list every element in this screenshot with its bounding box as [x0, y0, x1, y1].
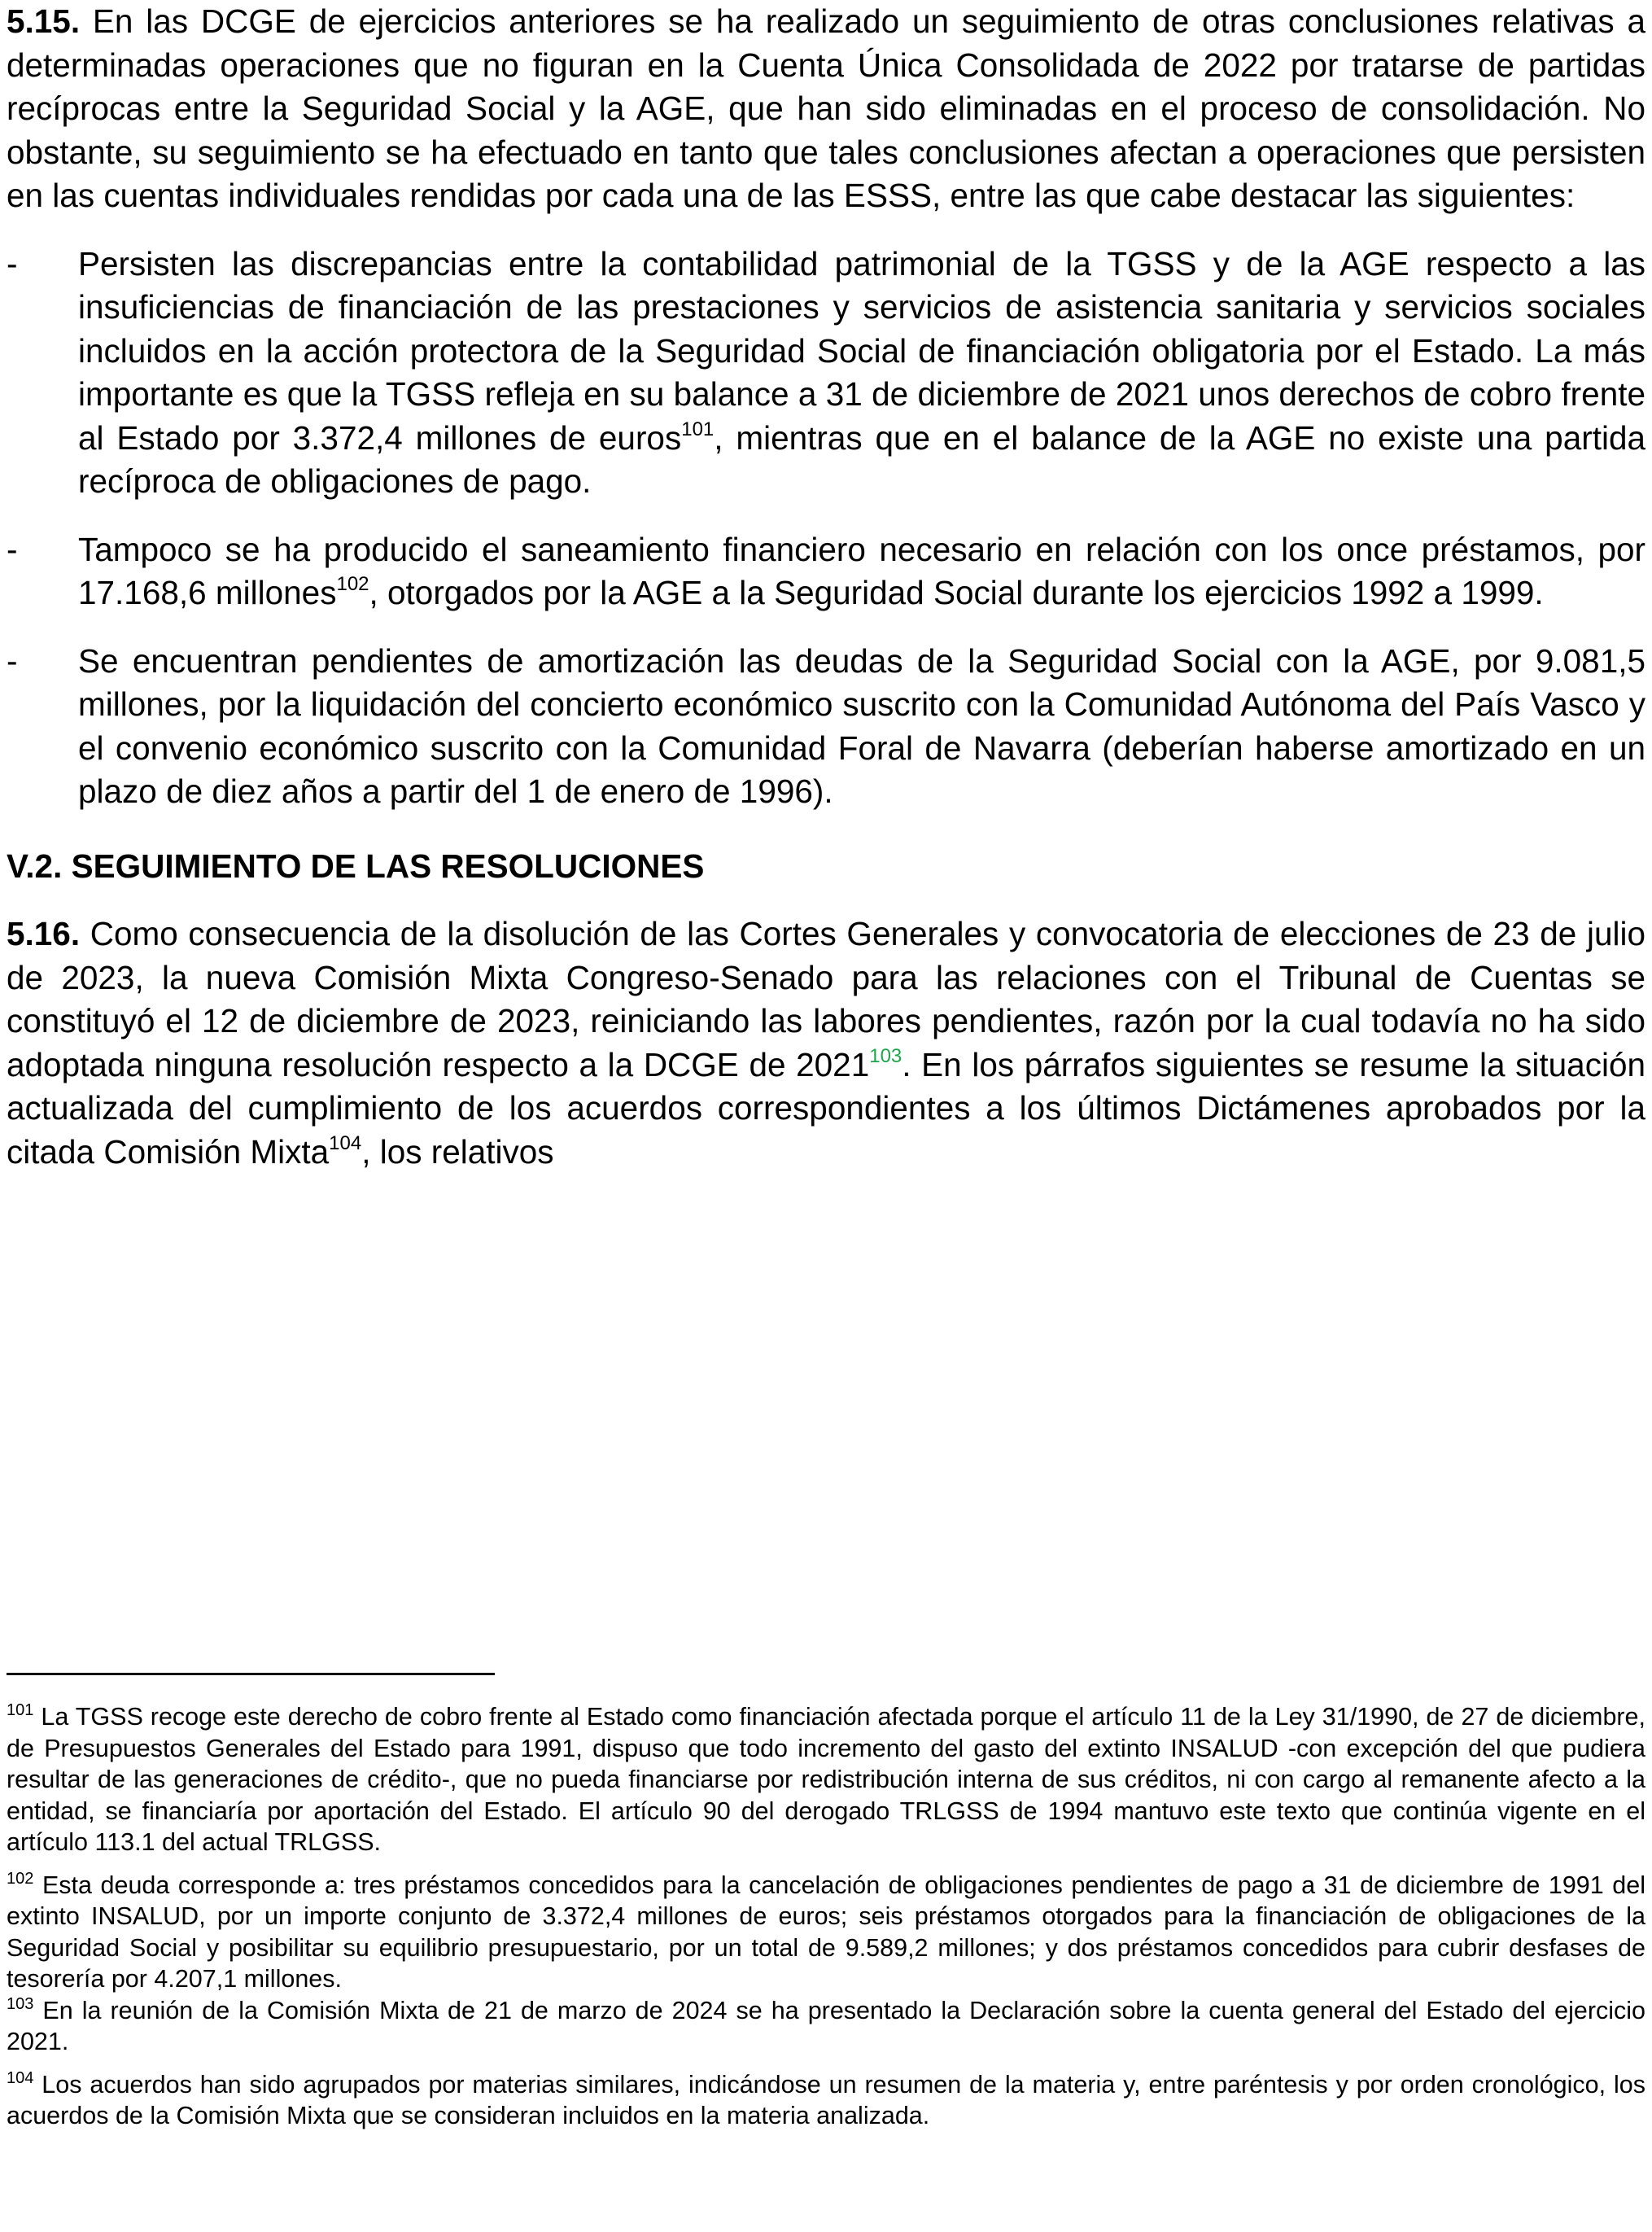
list-item-text: Tampoco se ha producido el saneamiento financiero necesario en relación con los once préstamos, por 17.168,6 millones$^{102}$, otorgados por la AGE a la Seguridad Social durante los ejercicios 1992 a 1999.	[78, 530, 1645, 611]
footnote-ref-102[interactable]: 102	[336, 573, 369, 595]
section-heading: V.2. SEGUIMIENTO DE LAS RESOLUCIONES	[7, 847, 705, 885]
footnote-ref-103[interactable]: 103	[869, 1044, 902, 1067]
footnote-separator	[7, 1673, 495, 1675]
list-dash: -	[7, 530, 18, 568]
list-dash: -	[7, 244, 18, 282]
document-page	[7, 0, 1645, 1174]
list-item-text: Persisten las discrepancias entre la contabilidad patrimonial de la TGSS y de la AGE respecto a las insuficiencias de financiación de las prestaciones y servicios de asistencia sanitaria y servicios sociales incluidos en la acción protectora de la Seguridad Social de financiación obligatoria por el Estado. La más importante es que la TGSS refleja en su balance a 31 de diciembre de 2021 unos derechos de cobro frente al Estado por 3.372,4 millones de euros$^{101}$, mientras que en el balance de la AGE no existe una partida recíproca de obligaciones de pago.	[78, 244, 1645, 500]
list-item-text: Se encuentran pendientes de amortización las deudas de la Seguridad Social con la AGE, por 9.081,5 millones, por la liquidación del concierto económico suscrito con la Comunidad Autónoma del País Vasco y el convenio económico suscrito con la Comunidad Foral de Navarra (deberían haberse amortizado en un plazo de diez años a partir del 1 de enero de 1996).	[78, 641, 1645, 810]
footnote-102: $^{102}$ Esta deuda corresponde a: tres préstamos concedidos para la cancelación de obligaciones pendientes de pago a 31 de diciembre de 1991 del extinto INSALUD, por un importe conjunto de 3.372,4 millones de euros; seis préstamos otorgados para la financiación de obligaciones de la Seguridad Social y posibilitar su equilibrio presupuestario, por un total de 9.589,2 millones; y dos préstamos concedidos para cubrir desfases de tesorería por 4.207,1 millones.	[7, 1869, 1645, 1993]
list-item	[7, 528, 1645, 615]
paragraph-number: 5.16.	[7, 915, 81, 952]
paragraph-number: 5.15.	[7, 2, 81, 40]
footnote-104: $^{104}$ Los acuerdos han sido agrupados por materias similares, indicándose un resumen de la materia y, entre paréntesis y por orden cronológico, los acuerdos de la Comisión Mixta que se consideran incluidos en la materia analizada.	[7, 2068, 1645, 2129]
paragraph-5-16: 5.16. Como consecuencia de la disolución de las Cortes Generales y convocatoria de elecciones de 23 de julio de 2023, la nueva Comisión Mixta Congreso-Senado para las relaciones con el Tribunal de Cuentas se constituyó el 12 de diciembre de 2023, reiniciando las labores pendientes, razón por la cual todavía no ha sido adoptada ninguna resolución respecto a la DCGE de 2021$^{103}$. En los párrafos siguientes se resume la situación actualizada del cumplimiento de los acuerdos correspondientes a los últimos Dictámenes aprobados por la citada Comisión Mixta$^{104}$, los relativos	[7, 915, 1645, 1171]
list-dash: -	[7, 641, 18, 680]
list-item	[7, 640, 1645, 814]
paragraph-text: En las DCGE de ejercicios anteriores se ha realizado un seguimiento de otras conclusiones relativas a determinadas operaciones que no figuran en la Cuenta Única Consolidada de 2022 por tratarse de partidas recíprocas entre la Seguridad Social y la AGE, que han sido eliminadas en el proceso de consolidación. No obstante, su seguimiento se ha efectuado en tanto que tales conclusiones afectan a operaciones que persisten en las cuentas individuales rendidas por cada una de las ESSS, entre las que cabe destacar las siguientes:	[7, 2, 1645, 214]
paragraph-5-15	[7, 0, 1645, 218]
footnote-ref-101[interactable]: 101	[681, 418, 715, 440]
footnote-101: $^{101}$ La TGSS recoge este derecho de cobro frente al Estado como financiación afectada porque el artículo 11 de la Ley 31/1990, de 27 de diciembre, de Presupuestos Generales del Estado para 1991, dispuso que todo incremento del gasto del extinto INSALUD -con excepción del que pudiera resultar de las generaciones de crédito-, que no pueda financiarse por redistribución interna de sus créditos, ni con cargo al remanente afecto a la entidad, se financiaría por aportación del Estado. El artículo 90 del derogado TRLGSS de 1994 mantuvo este texto que continúa vigente en el artículo 113.1 del actual TRLGSS.	[7, 1701, 1645, 1856]
footnote-103: $^{103}$ En la reunión de la Comisión Mixta de 21 de marzo de 2024 se ha presentado la Declaración sobre la cuenta general del Estado del ejercicio 2021.	[7, 1994, 1645, 2055]
footnotes	[7, 1701, 1645, 2132]
list-item	[7, 243, 1645, 504]
footnote-ref-104[interactable]: 104	[329, 1131, 362, 1154]
